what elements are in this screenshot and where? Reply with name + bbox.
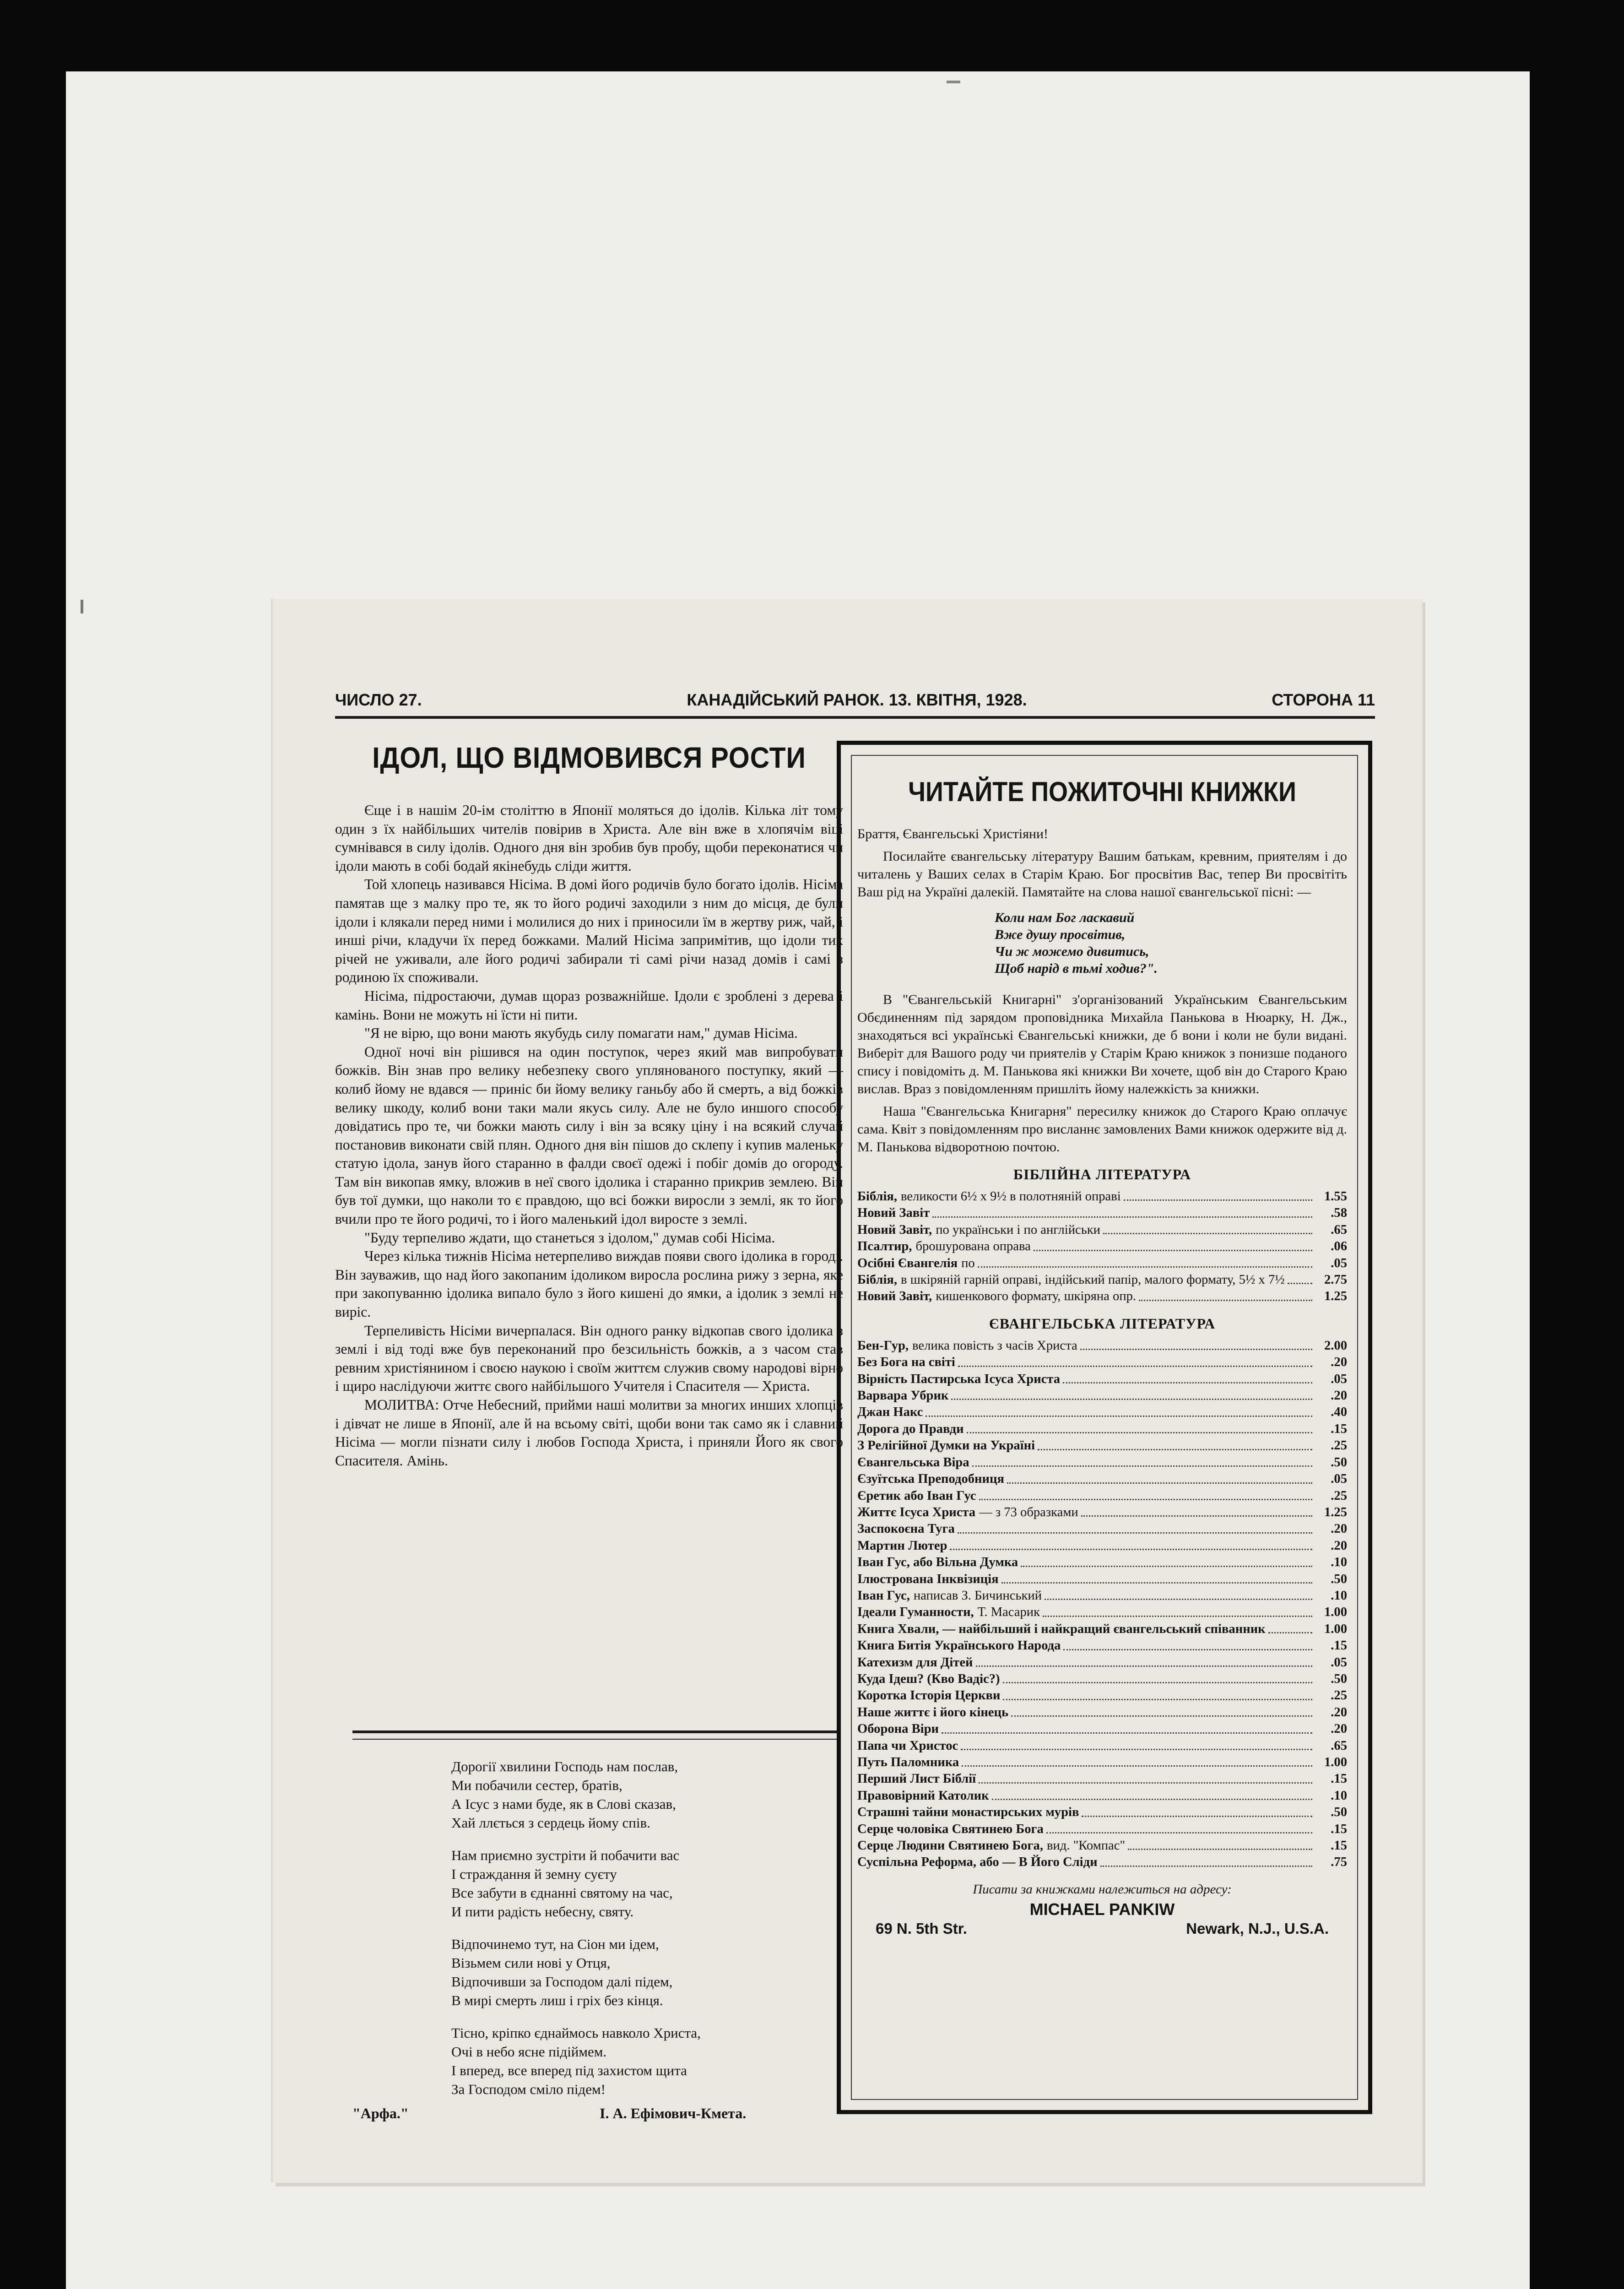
book-price: .10 <box>1331 1588 1347 1603</box>
book-price: .25 <box>1331 1688 1347 1703</box>
ad-verse <box>995 909 1347 977</box>
ad-paragraph: Наша "Євангельська Книгарня" пересилку книжок до Старого Краю оплачує сама. Квіт з повідомленням про висланнє замовлених Вами книжок одержите від д. М. Панькова відворотною почтою. <box>857 1104 1347 1155</box>
book-row <box>857 1421 1347 1437</box>
book-title: Книга Хвали, — найбільший і найкращий євангельський співанник <box>857 1622 1266 1636</box>
book-row <box>857 1388 1347 1404</box>
book-title: З Релігійної Думки на Україні <box>857 1438 1035 1453</box>
book-title: Без Бога на світі <box>857 1355 955 1370</box>
book-title: Серце чоловіка Святинею Бога <box>857 1822 1044 1836</box>
ad-greeting: Браття, Євангельські Христіяни! <box>857 826 1048 841</box>
leader-dots <box>1082 1816 1312 1817</box>
article-paragraph: "Я не вірю, що вони мають якубудь силу помагати нам," думав Нісіма. <box>364 1025 798 1041</box>
poem-line: І страждання й земну суєту <box>451 1866 617 1882</box>
ad-paragraph: В "Євангельській Книгарні" з'організований Українським Євангельським Обєдиненням під зарядом проповідника Михайла Панькова в Нюарку, Н. Дж., знаходяться всі українські Євангельські книжки, де б вони і коли не були видані. Виберіт для Вашого роду чи приятелів у Старім Краю книжок з понизше поданого спису і повідоміть д. М. Панькова які книжки Ви хочете, щоб він до Старого Краю вислав. Враз з повідомленням пришліть йому належкість за книжки. <box>857 992 1347 1096</box>
book-price: 2.75 <box>1324 1273 1347 1287</box>
book-title: Коротка Історія Церкви <box>857 1688 1001 1703</box>
article-paragraph: Єще і в нашім 20-ім століттю в Японії моляться до ідолів. Кілька літ тому один з їх найбільших чителів повірив в Христа. Але він вже в хлопячім віці сумнівався в силу ідолів. Одного дня він зробив був пробу, щоби переконатися чи ідоли мають в собі бодай якінебудь сліди життя. <box>335 802 843 874</box>
book-title: Мартин Лютер <box>857 1538 947 1553</box>
section-divider <box>352 1730 838 1740</box>
book-description: великости 6½ х 9½ в полотняній оправі <box>901 1189 1121 1204</box>
book-price: 1.55 <box>1324 1189 1347 1204</box>
leader-dots <box>1043 1616 1312 1617</box>
book-row <box>857 1488 1347 1504</box>
book-description: по <box>961 1256 975 1270</box>
poem <box>451 1757 799 2112</box>
book-price: .40 <box>1331 1405 1347 1420</box>
book-title: Осібні Євангелія <box>857 1256 958 1270</box>
book-description: вид. "Компас" <box>1046 1839 1126 1853</box>
book-row <box>857 1205 1347 1221</box>
article-title: ІДОЛ, ЩО ВІДМОВИВСЯ РОСТИ <box>372 741 806 774</box>
book-row <box>857 1687 1347 1704</box>
article-paragraph: МОЛИТВА: Отче Небесний, прийми наші молитви за многих инших хлопців і дівчат не лише в Японії, але й на всьому світі, щоби вони так само як і славний Нісіма — могли пізнати силу і любов Господа Христа, і приняли Його як свого Спасителя. Амінь. <box>335 1397 843 1469</box>
leader-dots <box>972 1465 1312 1467</box>
book-row <box>857 1354 1347 1371</box>
poem-line: Візьмем сили нові у Отця, <box>451 1955 611 1971</box>
film-mark <box>81 600 83 613</box>
book-row <box>857 1638 1347 1654</box>
book-row <box>857 1255 1347 1272</box>
book-title: Новий Завіт, <box>857 1289 932 1304</box>
article-paragraph: Через кілька тижнів Нісіма нетерпеливо виждав появи свого ідолика в городі. Він зауважив, що над його закопаним ідоликом виросла рослина рижу з зерна, яке при закопуванню ідолика випало було з його кишені до ямки, а ідолик з землі не виріс. <box>335 1248 843 1320</box>
book-row <box>857 1538 1347 1554</box>
book-row <box>857 1821 1347 1838</box>
leader-dots <box>978 1266 1312 1268</box>
leader-dots <box>962 1765 1312 1767</box>
leader-dots <box>1100 1866 1312 1867</box>
book-price: .20 <box>1331 1538 1347 1553</box>
book-title: Страшні тайни монастирських мурів <box>857 1805 1079 1820</box>
leader-dots <box>942 1732 1312 1734</box>
poem-line: Хай ллється з сердець йому спів. <box>451 1815 650 1831</box>
book-price: .65 <box>1331 1222 1347 1237</box>
book-price: 1.25 <box>1324 1505 1347 1519</box>
leader-dots <box>1001 1582 1312 1584</box>
poem-line: А Ісус з нами буде, як в Слові сказав, <box>451 1796 676 1812</box>
verse-line: Щоб нарід в тьмі ходив?". <box>995 961 1158 976</box>
book-price: .25 <box>1331 1438 1347 1453</box>
book-title: Правовірний Католик <box>857 1788 989 1803</box>
book-price: .50 <box>1331 1572 1347 1586</box>
book-description: брошурована оправа <box>915 1239 1031 1254</box>
book-price: .15 <box>1331 1839 1347 1853</box>
book-title: Джан Накс <box>857 1405 923 1420</box>
book-title: Куда Ідеш? (Кво Вадіс?) <box>857 1671 1000 1686</box>
leader-dots <box>992 1799 1312 1800</box>
leader-dots <box>1063 1649 1312 1650</box>
book-row <box>857 1288 1347 1305</box>
address-street: 69 N. 5th Str. <box>876 1920 967 1937</box>
book-row <box>857 1804 1347 1821</box>
leader-dots <box>1268 1632 1312 1633</box>
poem-stanza <box>451 2023 799 2099</box>
book-price: .05 <box>1331 1655 1347 1670</box>
book-price: .65 <box>1331 1738 1347 1753</box>
book-title: Єретик або Іван Гус <box>857 1488 976 1503</box>
poem-line: За Господом сміло підем! <box>451 2081 606 2097</box>
book-row <box>857 1188 1347 1205</box>
book-title: Євангельська Віра <box>857 1455 969 1470</box>
poem-line: Тісно, кріпко єднаймось навколо Христа, <box>451 2025 701 2041</box>
book-row <box>857 1854 1347 1871</box>
leader-dots <box>967 1432 1312 1433</box>
verse-line: Коли нам Бог ласкавий <box>995 910 1135 925</box>
book-title: Вірність Пастирська Ісуса Христа <box>857 1372 1061 1386</box>
leader-dots <box>976 1665 1312 1667</box>
book-title: Життє Ісуса Христа <box>857 1505 976 1519</box>
masthead <box>335 690 1375 712</box>
masthead-rule <box>335 716 1375 719</box>
book-price: .20 <box>1331 1355 1347 1370</box>
book-description: по українськи і по англійськи <box>936 1222 1100 1237</box>
book-title: Перший Лист Біблії <box>857 1772 976 1786</box>
leader-dots <box>1124 1199 1312 1201</box>
article-paragraph: Нісіма, підростаючи, думав щораз розважнійше. Ідоли є зроблені з дерева і камінь. Вони не можуть ні їсти ні пити. <box>335 987 843 1023</box>
book-title: Серце Людини Святинею Бога, <box>857 1839 1043 1853</box>
leader-dots <box>1038 1449 1312 1450</box>
book-title: Ідеали Гуманности, <box>857 1605 974 1620</box>
book-row <box>857 1371 1347 1388</box>
leader-dots <box>926 1416 1312 1417</box>
leader-dots <box>1081 1515 1312 1517</box>
book-row <box>857 1554 1347 1571</box>
leader-dots <box>979 1782 1312 1784</box>
book-list-biblical <box>857 1188 1347 1305</box>
leader-dots <box>950 1549 1312 1550</box>
poem-source: "Арфа." <box>352 2105 409 2121</box>
book-row <box>857 1704 1347 1721</box>
leader-dots <box>1021 1566 1312 1567</box>
book-title: Наше життє і його кінець <box>857 1705 1009 1719</box>
article-paragraph: Той хлопець називався Нісіма. В домі його родичів було богато ідолів. Нісіма памятав ще з малку про те, як то його родичі заходили з ним до місця, де були ідоли і клякали перед ними і молилися до них і приносили їм в жертву риж, чай, і инші річи, кладучи їх перед божками. Малий Нісіма запримітив, що ідоли тих річей не уживали, але його родичі забирали ті самі річи назад домів і самі з родиною їх споживали. <box>335 876 843 986</box>
advertisement-content <box>857 767 1347 1937</box>
book-row <box>857 1771 1347 1787</box>
address-line <box>857 1920 1347 1937</box>
leader-dots <box>958 1366 1312 1367</box>
poem-line: Відпочинемо тут, на Сіон ми ідем, <box>451 1936 659 1952</box>
book-row <box>857 1604 1347 1621</box>
book-description: написав З. Бичинський <box>913 1588 1042 1603</box>
leader-dots <box>1139 1300 1312 1301</box>
ad-paragraph: Посилайте євангельську літературу Вашим батькам, кревним, приятелям і до читалень у Ваших селах в Старім Краю. Бог просвітив Вас, тепер Ви просвітіть Ваш рід на Україні далекій. Памятайте на слова нашої євангельської пісні: — <box>857 849 1347 900</box>
leader-dots <box>1003 1682 1312 1683</box>
book-price: .10 <box>1331 1555 1347 1570</box>
book-price: .20 <box>1331 1705 1347 1719</box>
book-price: .05 <box>1331 1472 1347 1486</box>
book-price: .05 <box>1331 1256 1347 1270</box>
book-title: Біблія, <box>857 1273 898 1287</box>
book-title: Варвара Убрик <box>857 1389 949 1403</box>
verse-line: Чи ж можемо дивитись, <box>995 944 1149 959</box>
book-description: — з 73 образками <box>979 1505 1078 1519</box>
book-price: .75 <box>1331 1855 1347 1870</box>
book-price: 1.25 <box>1324 1289 1347 1304</box>
leader-dots <box>1080 1349 1312 1350</box>
book-row <box>857 1588 1347 1604</box>
book-price: .58 <box>1331 1206 1347 1220</box>
book-title: Заспокоєна Туга <box>857 1522 955 1536</box>
book-row <box>857 1671 1347 1687</box>
book-price: 1.00 <box>1324 1605 1347 1620</box>
book-description: Т. Масарик <box>977 1605 1040 1620</box>
book-title: Іван Гус, або Вільна Думка <box>857 1555 1018 1570</box>
newspaper-title-date: КАНАДІЙСЬКИЙ РАНОК. 13. КВІТНЯ, 1928. <box>687 690 1027 709</box>
book-price: .05 <box>1331 1372 1347 1386</box>
leader-dots <box>1003 1699 1312 1700</box>
book-list-evangelical <box>857 1338 1347 1871</box>
poem-line: Очі в небо ясне підіймем. <box>451 2044 607 2060</box>
leader-dots <box>1103 1233 1312 1234</box>
book-price: .20 <box>1331 1722 1347 1736</box>
book-price: 1.00 <box>1324 1622 1347 1636</box>
leader-dots <box>1288 1283 1312 1284</box>
address-note: Писати за книжками належиться на адресу: <box>973 1882 1232 1897</box>
section-heading-evangelical: ЄВАНГЕЛЬСЬКА ЛІТЕРАТУРА <box>989 1315 1216 1332</box>
book-row <box>857 1222 1347 1238</box>
leader-dots <box>951 1399 1312 1400</box>
book-row <box>857 1738 1347 1754</box>
leader-dots <box>1063 1382 1312 1383</box>
leader-dots <box>961 1749 1312 1750</box>
book-title: Новий Завіт, <box>857 1222 932 1237</box>
book-row <box>857 1338 1347 1354</box>
poem-line: Все забути в єднанні святому на час, <box>451 1885 673 1901</box>
poem-line: І вперед, все вперед під захистом щита <box>451 2062 687 2078</box>
article-paragraph: Терпеливість Нісіми вичерпалася. Він одного ранку відкопав свого ідолика з землі і від тоді вже був переконаний про безсильність божків, а з часом став ревним христіянином і своєю наукою і своїм життєм служив свому народові вірно і щиро наслідуючи життє свого найбільшого Учителя і Спасителя — Христа. <box>335 1322 843 1394</box>
book-price: .15 <box>1331 1822 1347 1836</box>
poem-line: В мирі смерть лиш і гріх без кінця. <box>451 1992 663 2008</box>
poem-line: Відпочивши за Господом далі підем, <box>451 1974 673 1990</box>
book-row <box>857 1838 1347 1854</box>
poem-line: Ми побачили сестер, братів, <box>451 1777 623 1793</box>
book-row <box>857 1571 1347 1588</box>
book-row <box>857 1454 1347 1471</box>
book-price: .10 <box>1331 1788 1347 1803</box>
leader-dots <box>1046 1832 1312 1833</box>
book-price: 2.00 <box>1324 1338 1347 1353</box>
book-title: Біблія, <box>857 1189 898 1204</box>
leader-dots <box>1045 1599 1312 1600</box>
article-column <box>335 732 843 1470</box>
book-title: Новий Завіт <box>857 1206 930 1220</box>
book-description: кишенкового формату, шкіряна опр. <box>936 1289 1137 1304</box>
poem-line: И пити радість небесну, святу. <box>451 1904 634 1920</box>
poem-stanza <box>451 1846 799 1921</box>
book-title: Путь Паломника <box>857 1755 959 1769</box>
book-price: .06 <box>1331 1239 1347 1254</box>
book-title: Суспільна Реформа, або — В Його Сліди <box>857 1855 1098 1870</box>
page-number: СТОРОНА 11 <box>1272 690 1375 709</box>
issue-number: ЧИСЛО 27. <box>335 690 422 709</box>
book-row <box>857 1521 1347 1537</box>
film-mark <box>947 81 960 83</box>
book-price: .50 <box>1331 1455 1347 1470</box>
book-price: .15 <box>1331 1638 1347 1653</box>
book-price: .50 <box>1331 1671 1347 1686</box>
poem-stanza <box>451 1757 799 1832</box>
advertisement-box <box>837 741 1372 2114</box>
book-row <box>857 1272 1347 1288</box>
book-row <box>857 1621 1347 1638</box>
poem-line: Дорогії хвилини Господь нам послав, <box>451 1758 678 1774</box>
book-row <box>857 1238 1347 1255</box>
book-price: .50 <box>1331 1805 1347 1820</box>
book-price: .15 <box>1331 1421 1347 1436</box>
address-name: MICHAEL PANKIW <box>1029 1899 1175 1919</box>
verse-line: Вже душу просвітив, <box>995 927 1126 942</box>
book-price: 1.00 <box>1324 1755 1347 1769</box>
book-title: Ілюстрована Інквізиція <box>857 1572 999 1586</box>
leader-dots <box>979 1499 1313 1500</box>
poem-line: Нам приємно зустріти й побачити вас <box>451 1847 680 1863</box>
book-row <box>857 1754 1347 1771</box>
book-row <box>857 1504 1347 1521</box>
book-row <box>857 1721 1347 1737</box>
book-price: .25 <box>1331 1488 1347 1503</box>
leader-dots <box>958 1532 1312 1534</box>
article-body <box>335 801 843 1470</box>
book-title: Дорога до Правди <box>857 1421 964 1436</box>
poem-author: І. А. Ефімович-Кмета. <box>600 2105 747 2121</box>
book-title: Іван Гус, <box>857 1588 910 1603</box>
leader-dots <box>1007 1482 1312 1484</box>
book-row <box>857 1788 1347 1804</box>
book-title: Папа чи Христос <box>857 1738 958 1753</box>
book-row <box>857 1654 1347 1671</box>
leader-dots <box>1034 1250 1312 1251</box>
poem-stanza <box>451 1935 799 2010</box>
leader-dots <box>1128 1849 1312 1850</box>
book-title: Псалтир, <box>857 1239 912 1254</box>
book-title: Єзуїтська Преподобниця <box>857 1472 1004 1486</box>
book-row <box>857 1404 1347 1421</box>
book-title: Книга Битія Українського Народа <box>857 1638 1061 1653</box>
book-title: Оборона Віри <box>857 1722 939 1736</box>
article-paragraph: "Буду терпеливо ждати, що станеться з ідолом," думав собі Нісіма. <box>364 1229 775 1246</box>
book-row <box>857 1437 1347 1454</box>
book-title: Бен-Гур, <box>857 1338 909 1353</box>
book-price: .20 <box>1331 1522 1347 1536</box>
book-description: велика повість з часів Христа <box>912 1338 1077 1353</box>
leader-dots <box>932 1216 1312 1218</box>
book-description: в шкіряній гарній оправі, індійський папір, малого формату, 5½ х 7½ <box>901 1273 1285 1287</box>
book-price: .15 <box>1331 1772 1347 1786</box>
section-heading-biblical: БІБЛІЙНА ЛІТЕРАТУРА <box>1013 1166 1191 1182</box>
article-paragraph: Одної ночі він рішився на один поступок, через який мав випробувати божків. Він знав про велику небезпеку свого уплянованого поступку, який — колиб йому не вдався — приніс би йому велику ганьбу або й смерть, а від божків велику шкоду, колиб вони таки мали якусь силу. Але не було иншого способу довідатись про те, чи божки мають силу і він за всяку ціну і на всякий случай постановив виконати свій плян. Одного дня він пішов до склепу і купив маленьку статую ідола, занув його старанно в фалди своєї одежі і побіг домів до огороду. Там він викопав ямку, вложив в неї свого ідолика і старанно прикрив землею. Він був тої думки, що наколи то є правдою, що всі божки виросли з землі, як то його вчили про те його родичі, то і його маленький ідол виросте з землі. <box>335 1043 843 1227</box>
book-row <box>857 1471 1347 1487</box>
book-price: .20 <box>1331 1389 1347 1403</box>
leader-dots <box>1011 1715 1312 1717</box>
newspaper-page <box>273 599 1423 2183</box>
ad-title: ЧИТАЙТЕ ПОЖИТОЧНІ КНИЖКИ <box>908 776 1296 807</box>
book-title: Катехизм для Дітей <box>857 1655 973 1670</box>
address-city: Newark, N.J., U.S.A. <box>1186 1920 1329 1937</box>
